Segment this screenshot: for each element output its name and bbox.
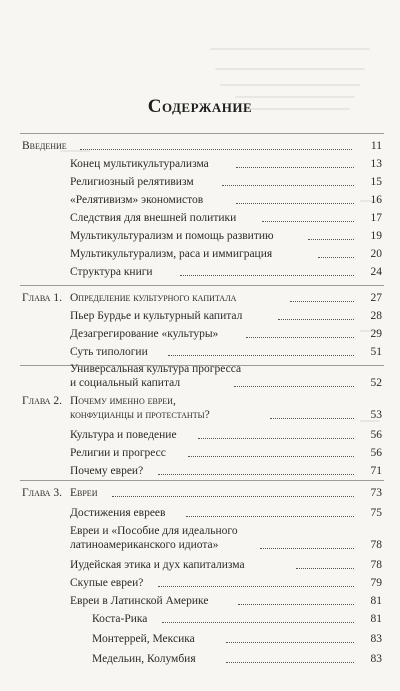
dot-leader [198, 428, 354, 439]
dot-leader [318, 247, 354, 258]
entry-title: Религиозный релятивизм [70, 176, 194, 188]
page-number: 56 [370, 429, 382, 441]
entry-title: Структура книги [70, 266, 153, 278]
dot-leader [290, 291, 354, 302]
page-number: 81 [370, 613, 382, 625]
dot-leader [180, 265, 354, 276]
dot-leader [234, 376, 354, 387]
entry-title-line2: латиноамериканского идиота» [70, 539, 219, 551]
page-number: 17 [370, 212, 382, 224]
page-number: 16 [370, 194, 382, 206]
dot-leader [236, 193, 354, 204]
chapter-label: Глава 3. [22, 487, 62, 499]
page-title: Содержание [147, 96, 253, 117]
page-number: 13 [370, 158, 382, 170]
entry-title: Суть типологии [70, 346, 148, 358]
entry-title-line2: и социальный капитал [70, 377, 181, 389]
entry-title: Иудейская этика и дух капитализма [70, 559, 245, 571]
page-number: 83 [370, 633, 382, 645]
entry-title: Достижения евреев [70, 507, 166, 519]
dot-leader [278, 309, 354, 320]
divider [20, 133, 384, 134]
page-number: 28 [370, 310, 382, 322]
page-number: 11 [370, 140, 382, 152]
page-number: 20 [370, 248, 382, 260]
entry-title: Почему евреи? [70, 465, 144, 477]
dot-leader [236, 157, 354, 168]
dot-leader [158, 464, 354, 475]
dot-leader [296, 558, 354, 569]
entry-title: Пьер Бурдье и культурный капитал [70, 310, 243, 322]
dot-leader [246, 327, 354, 338]
dot-leader [226, 652, 354, 663]
dot-leader [238, 594, 354, 605]
entry-title: Культура и поведение [70, 429, 177, 441]
entry-title: Евреи в Латинской Америке [70, 595, 209, 607]
page-number: 78 [370, 539, 382, 551]
page-number: 15 [370, 176, 382, 188]
chapter-title: Почему именно евреи, [70, 395, 176, 407]
entry-title: Медельин, Колумбия [92, 653, 196, 665]
page-number: 71 [370, 465, 382, 477]
page-number: 52 [370, 377, 382, 389]
dot-leader [168, 345, 354, 356]
chapter-label: Глава 1. [22, 292, 62, 304]
dot-leader [222, 175, 354, 186]
entry-title: Дезагрегирование «культуры» [70, 328, 219, 340]
page-number: 78 [370, 559, 382, 571]
entry-title: Коста-Рика [92, 613, 148, 625]
entry-title: Универсальная культура прогресса [70, 363, 242, 375]
page-number: 79 [370, 577, 382, 589]
page-number: 83 [370, 653, 382, 665]
dot-leader [270, 408, 354, 419]
page-number: 73 [370, 487, 382, 499]
entry-title: Следствия для внешней политики [70, 212, 237, 224]
page-number: 24 [370, 266, 382, 278]
chapter-title: Евреи [70, 487, 98, 499]
dot-leader [260, 538, 354, 549]
page-number: 75 [370, 507, 382, 519]
divider [20, 285, 384, 286]
dot-leader [262, 211, 354, 222]
dot-leader [162, 612, 354, 623]
chapter-title: Определение культурного капитала [70, 292, 237, 304]
page-number: 51 [370, 346, 382, 358]
page-number: 29 [370, 328, 382, 340]
dot-leader [226, 632, 354, 643]
chapter-label: Глава 2. [22, 395, 62, 407]
dot-leader [186, 506, 354, 517]
entry-title: Конец мультикультурализма [70, 158, 209, 170]
page-number: 27 [370, 292, 382, 304]
dot-leader [188, 446, 354, 457]
entry-title: Мультикультурализм, раса и иммиграция [70, 248, 273, 260]
entry-title: «Релятивизм» экономистов [70, 194, 204, 206]
entry-title: Религии и прогресс [70, 447, 166, 459]
entry-title: Скупые евреи? [70, 577, 144, 589]
page-number: 56 [370, 447, 382, 459]
divider [20, 480, 384, 481]
dot-leader [112, 486, 354, 497]
entry-title: Мультикультурализм и помощь развитию [70, 230, 274, 242]
dot-leader [308, 229, 354, 240]
page-number: 81 [370, 595, 382, 607]
entry-title: Евреи и «Пособие для идеального [70, 525, 238, 537]
entry-title: Монтеррей, Мексика [92, 633, 195, 645]
dot-leader [158, 576, 354, 587]
chapter-title-line2: конфуцианцы и протестанты? [70, 409, 210, 421]
chapter-label: Введение [22, 140, 67, 152]
page-number: 19 [370, 230, 382, 242]
dot-leader [80, 139, 352, 150]
page-number: 53 [370, 409, 382, 421]
